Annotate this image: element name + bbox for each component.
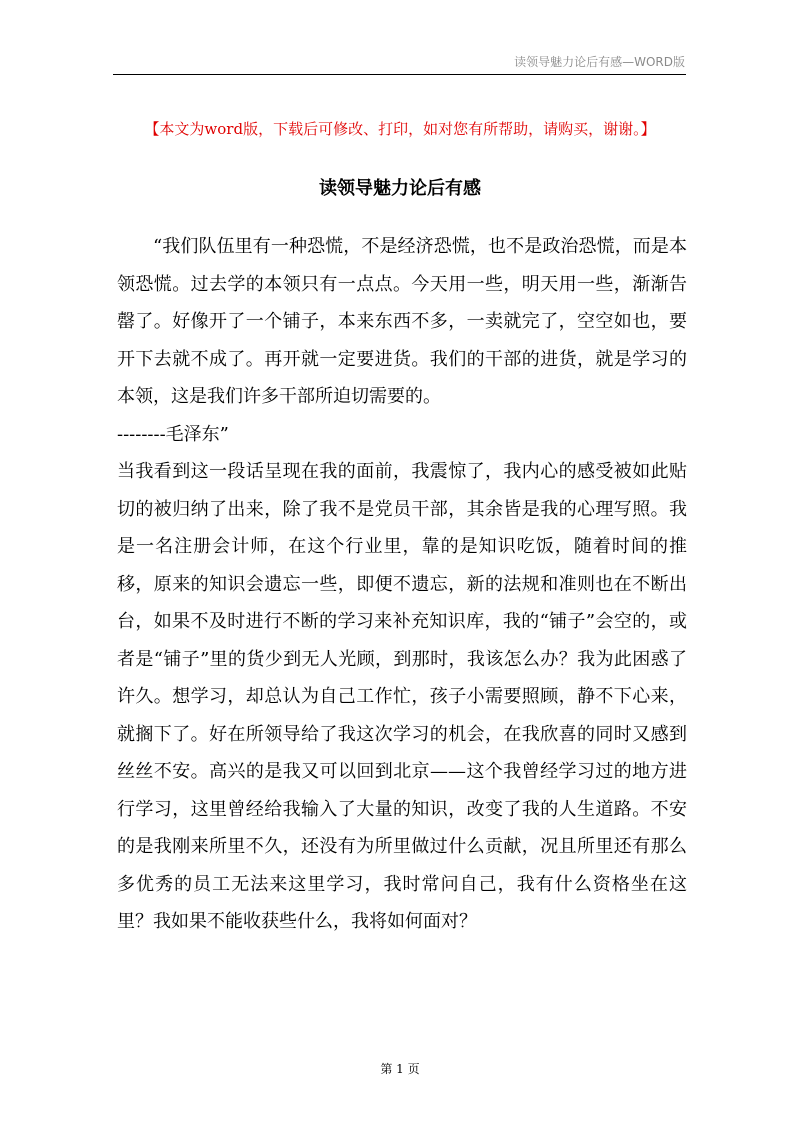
- header-divider: [113, 74, 686, 75]
- document-body: [117, 228, 687, 941]
- running-header: 读领导魅力论后有感—WORD版: [514, 55, 685, 69]
- page-number: 第 1 页: [380, 1062, 420, 1076]
- document-title: 读领导魅力论后有感: [319, 178, 481, 199]
- quote-attribution: --------毛泽东”: [117, 423, 229, 445]
- quote-paragraph: “我们队伍里有一种恐慌，不是经济恐慌，也不是政治恐慌，而是本领恐慌。过去学的本领只有一点点。今天用一些，明天用一些，渐渐告罄了。好像开了一个铺子，本来东西不多，一卖就完了，空空如也，要开下去就不成了。再开就一定要进货。我们的干部的进货，就是学习的本领，这是我们许多干部所迫切需要的。: [117, 236, 687, 407]
- download-notice: 【本文为word版，下载后可修改、打印，如对您有所帮助，请购买，谢谢。】: [144, 120, 656, 138]
- body-paragraph: 当我看到这一段话呈现在我的面前，我震惊了，我内心的感受被如此贴切的被归纳了出来，除了我不是党员干部，其余皆是我的心理写照。我是一名注册会计师，在这个行业里，靠的是知识吃饭，随着时间的推移，原来的知识会遗忘一些，即便不遗忘，新的法规和准则也在不断出台，如果不及时进行不断的学习来补充知识库，我的“铺子”会空的，或者是“铺子”里的货少到无人光顾，到那时，我该怎么办？我为此困惑了许久。想学习，却总认为自己工作忙，孩子小需要照顾，静不下心来，就搁下了。好在所领导给了我这次学习的机会，在我欣喜的同时又感到丝丝不安。高兴的是我又可以回到北京——这个我曾经学习过的地方进行学习，这里曾经给我输入了大量的知识，改变了我的人生道路。不安的是我刚来所里不久，还没有为所里做过什么贡献，况且所里还有那么多优秀的员工无法来这里学习，我时常问自己，我有什么资格坐在这里？我如果不能收获些什么，我将如何面对？: [117, 461, 687, 932]
